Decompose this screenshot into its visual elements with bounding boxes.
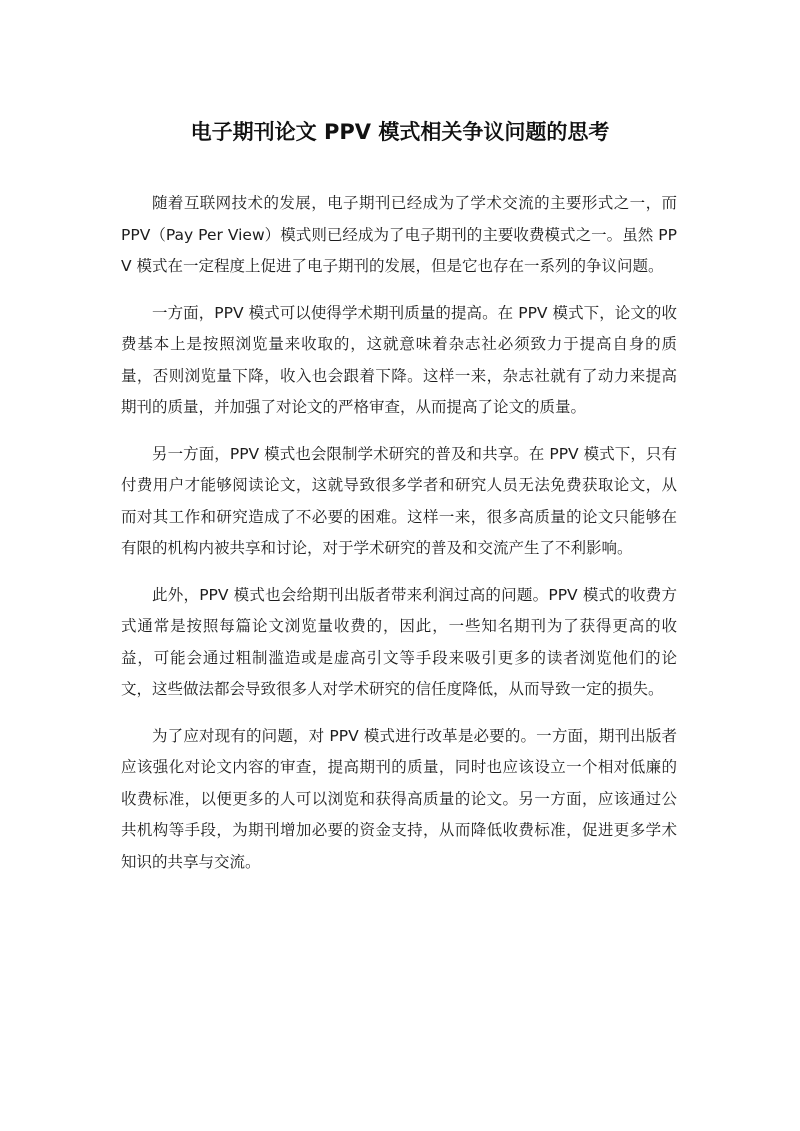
paragraph-intro: 随着互联网技术的发展，电子期刊已经成为了学术交流的主要形式之一，而 PPV（Pay Per View）模式则已经成为了电子期刊的主要收费模式之一。虽然 PPV 模式在一定程度上促进了电子期刊的发展，但是它也存在一系列的争议问题。 (121, 194, 677, 275)
paragraph-reform: 为了应对现有的问题，对 PPV 模式进行改革是必要的。一方面，期刊出版者应该强化对论文内容的审查，提高期刊的质量，同时也应该设立一个相对低廉的收费标准，以便更多的人可以浏览和获得高质量的论文。另一方面，应该通过公共机构等手段，为期刊增加必要的资金支持，从而降低收费标准，促进更多学术知识的共享与交流。 (121, 726, 677, 871)
paragraph-access-limits: 另一方面，PPV 模式也会限制学术研究的普及和共享。在 PPV 模式下，只有付费用户才能够阅读论文，这就导致很多学者和研究人员无法免费获取论文，从而对其工作和研究造成了不必要的困难。这样一来，很多高质量的论文只能够在有限的机构内被共享和讨论，对于学术研究的普及和交流产生了不利影响。 (121, 444, 677, 557)
paragraph-quality: 一方面，PPV 模式可以使得学术期刊质量的提高。在 PPV 模式下，论文的收费基本上是按照浏览量来收取的，这就意味着杂志社必须致力于提高自身的质量，否则浏览量下降，收入也会跟着下降。这样一来，杂志社就有了动力来提高期刊的质量，并加强了对论文的严格审查，从而提高了论文的质量。 (121, 303, 677, 416)
document-body (121, 188, 677, 893)
paragraph-profits: 此外，PPV 模式也会给期刊出版者带来利润过高的问题。PPV 模式的收费方式通常是按照每篇论文浏览量收费的，因此，一些知名期刊为了获得更高的收益，可能会通过粗制滥造或是虚高引文等手段来吸引更多的读者浏览他们的论文，这些做法都会导致很多人对学术研究的信任度降低，从而导致一定的损失。 (121, 585, 677, 698)
document-title: 电子期刊论文 PPV 模式相关争议问题的思考 (190, 120, 610, 144)
